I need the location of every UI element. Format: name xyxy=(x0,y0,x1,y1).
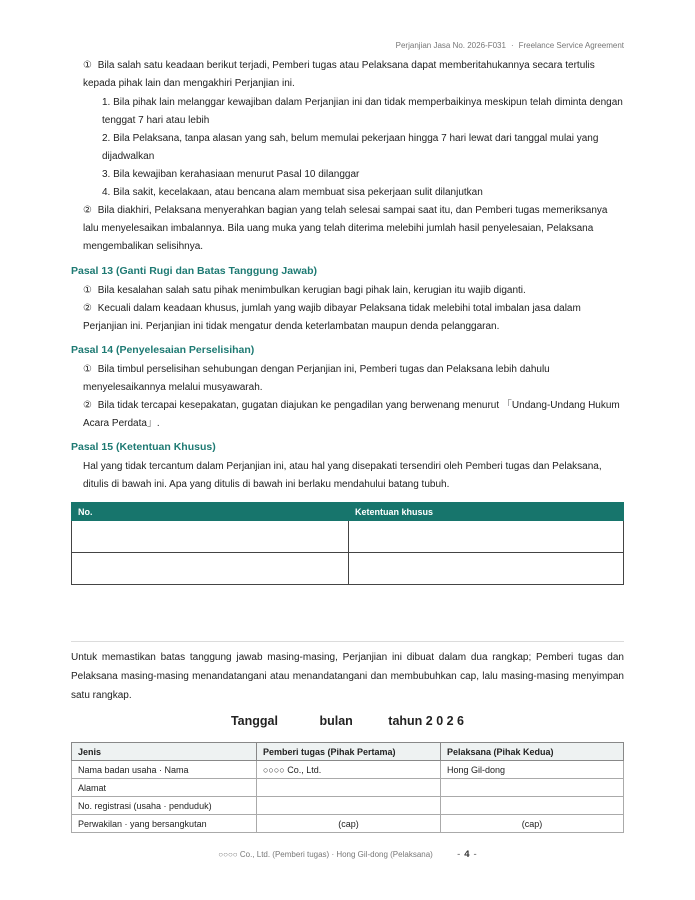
list-item: 4. Bila sakit, kecelakaan, atau bencana alam membuat sisa pekerjaan sulit dilanjutkan xyxy=(102,187,483,198)
clause-number: ① xyxy=(83,285,92,296)
pasal-14-title: Pasal 14 (Penyelesaian Perselisihan) xyxy=(71,344,255,356)
date-month-label: bulan xyxy=(319,714,353,728)
page-number xyxy=(457,849,477,860)
page-number-value: 4 xyxy=(464,849,470,860)
clause-text: Bila kesalahan salah satu pihak menimbulkan kerugian bagi pihak lain, kerugian itu wajib diganti. xyxy=(97,285,526,296)
column-header-provision: Ketentuan khusus xyxy=(349,503,624,521)
special-provisions-table xyxy=(71,502,624,585)
pasal-14-clause-1 xyxy=(71,361,624,397)
list-item: 1. Bila pihak lain melanggar kewajiban dalam Perjanjian ini dan tidak memperbaikinya meskipun telah diminta dengan tenggat 7 hari atau lebih xyxy=(102,97,623,126)
table-cell[interactable] xyxy=(349,553,624,585)
clause-text: Hal yang tidak tercantum dalam Perjanjian ini, atau hal yang disepakati tersendiri oleh Pemberi tugas dan Pelaksana, ditulis di bawah ini. Apa yang ditulis di bawah ini berlaku mendahului batang tubuh. xyxy=(83,461,602,490)
clause-text: Bila tidak tercapai kesepakatan, gugatan diajukan ke pengadilan yang berwenang menurut 「Undang-Undang Hukum Acara Perdata」. xyxy=(83,400,620,429)
pasal-15-title: Pasal 15 (Ketentuan Khusus) xyxy=(71,441,216,453)
second-party-registration[interactable] xyxy=(441,797,624,815)
clause-number: ① xyxy=(83,364,92,375)
footer-parties: ○○○○ Co., Ltd. (Pemberi tugas) · Hong Gil-dong (Pelaksana) xyxy=(218,850,433,859)
clause-number: ② xyxy=(83,303,92,314)
pasal-13-title: Pasal 13 (Ganti Rugi dan Batas Tanggung Jawab) xyxy=(71,265,318,277)
clause-text: Kecuali dalam keadaan khusus, jumlah yang wajib dibayar Pelaksana tidak melebihi total imbalan jasa dalam Perjanjian ini. Perjanjian ini tidak mengatur denda keterlambatan maupun denda pelanggaran. xyxy=(83,303,581,332)
row-label: Nama badan usaha · Nama xyxy=(72,761,257,779)
column-header-no: No. xyxy=(72,503,349,521)
second-party-name[interactable]: Hong Gil-dong xyxy=(441,761,624,779)
table-row xyxy=(72,815,624,833)
closing-paragraph: Untuk memastikan batas tanggung jawab masing-masing, Perjanjian ini dibuat dalam dua rangkap; Pemberi tugas dan Pelaksana masing-masing menandatangani atau menandatangani dan membubuhkan cap, lalu masing-masing menyimpan satu rangkap. xyxy=(71,652,624,701)
row-label: No. registrasi (usaha · penduduk) xyxy=(72,797,257,815)
table-cell[interactable] xyxy=(349,521,624,553)
clause-text: Bila diakhiri, Pelaksana menyerahkan bagian yang telah selesai sampai saat itu, dan Pemberi tugas memeriksanya lalu menyelesaikan imbalannya. Bila uang muka yang telah diterima melebihi jumlah hasil penyelesaian, Pelaksana mengembalikan selisihnya. xyxy=(83,205,608,252)
page-suffix: - xyxy=(473,849,477,860)
first-party-name[interactable]: ○○○○ Co., Ltd. xyxy=(257,761,441,779)
doc-title: Freelance Service Agreement xyxy=(518,41,624,50)
table-cell[interactable] xyxy=(72,521,349,553)
pasal-12-clause-1 xyxy=(71,57,624,93)
section-divider xyxy=(71,641,624,642)
row-label: Alamat xyxy=(72,779,257,797)
clause-number: ① xyxy=(83,60,92,71)
doc-number: Perjanjian Jasa No. 2026-F031 xyxy=(395,41,506,50)
termination-conditions-list xyxy=(71,94,624,202)
date-day-label: Tanggal xyxy=(230,714,278,728)
pasal-13-clause-1 xyxy=(71,282,624,300)
date-year-label: tahun 2 0 2 6 xyxy=(388,714,465,728)
table-cell[interactable] xyxy=(72,553,349,585)
list-item: 2. Bila Pelaksana, tanpa alasan yang sah, belum memulai pekerjaan hingga 7 hari lewat dari tanggal mulai yang dijadwalkan xyxy=(102,133,599,162)
list-item: 3. Bila kewajiban kerahasiaan menurut Pasal 10 dilanggar xyxy=(102,169,360,180)
table-row xyxy=(72,521,624,553)
pasal-13-clause-2 xyxy=(71,300,624,336)
first-party-registration[interactable] xyxy=(257,797,441,815)
page-prefix: - xyxy=(457,849,461,860)
first-party-address[interactable] xyxy=(257,779,441,797)
signature-table xyxy=(71,742,624,833)
table-row xyxy=(72,553,624,585)
column-header-second-party: Pelaksana (Pihak Kedua) xyxy=(441,743,624,761)
row-label: Perwakilan · yang bersangkutan xyxy=(72,815,257,833)
clause-number: ② xyxy=(83,400,92,411)
second-party-address[interactable] xyxy=(441,779,624,797)
document-body xyxy=(71,57,624,585)
table-row xyxy=(72,779,624,797)
table-row xyxy=(72,761,624,779)
clause-text: Bila timbul perselisihan sehubungan dengan Perjanjian ini, Pemberi tugas dan Pelaksana lebih dahulu menyelesaikannya melalui musyawarah. xyxy=(83,364,550,393)
pasal-15-text xyxy=(71,458,624,494)
page-header xyxy=(396,41,624,50)
second-party-seal[interactable]: (cap) xyxy=(441,815,624,833)
clause-text: Bila salah satu keadaan berikut terjadi, Pemberi tugas atau Pelaksana dapat memberitahukannya secara tertulis kepada pihak lain dan mengakhiri Perjanjian ini. xyxy=(83,60,595,89)
pasal-12-clause-2 xyxy=(71,202,624,256)
column-header-type: Jenis xyxy=(72,743,257,761)
signing-date xyxy=(0,714,695,728)
page-footer xyxy=(0,849,695,860)
pasal-14-clause-2 xyxy=(71,397,624,433)
first-party-seal[interactable]: (cap) xyxy=(257,815,441,833)
table-row xyxy=(72,797,624,815)
column-header-first-party: Pemberi tugas (Pihak Pertama) xyxy=(257,743,441,761)
header-separator: · xyxy=(510,41,514,50)
clause-number: ② xyxy=(83,205,92,216)
